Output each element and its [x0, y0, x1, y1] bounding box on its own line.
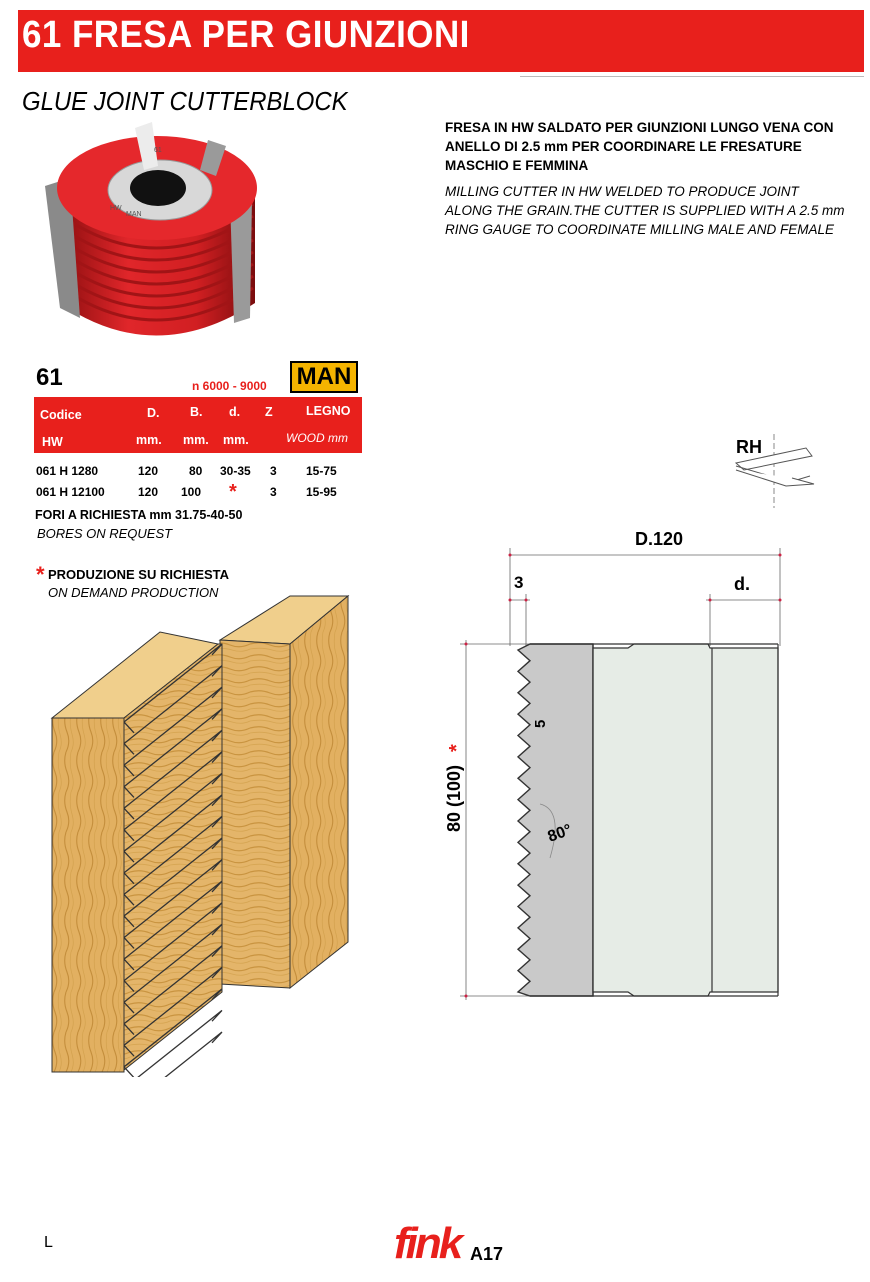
col-teeth: Z	[265, 405, 273, 419]
header-divider	[520, 76, 864, 77]
col-code-sub: HW	[42, 435, 63, 449]
page-number: A17	[470, 1244, 504, 1264]
row-teeth: 3	[270, 485, 277, 499]
spec-table-header	[34, 397, 362, 453]
row-wood: 15-75	[306, 464, 337, 478]
angle-label: 80°	[545, 821, 575, 846]
fink-logo-text: fink	[394, 1219, 461, 1266]
row-bore-star: *	[229, 481, 237, 503]
description-english: MILLING CUTTER IN HW WELDED TO PRODUCE JOINT ALONG THE GRAIN.THE CUTTER IS SUPPLIED WITH A 2.5 mm RING GAUGE TO COORDINATE MILLING MALE AND FEMALE	[445, 184, 845, 237]
bore-label: d.	[734, 574, 750, 594]
photo-label-model: 61	[154, 147, 162, 154]
man-badge: MAN	[290, 361, 358, 393]
page-title: 61 FRESA PER GIUNZIONI	[22, 14, 470, 56]
tooth-offset-label: 3	[514, 573, 524, 592]
row-code: 061 H 1280	[36, 464, 99, 478]
bores-note: FORI A RICHIESTA mm 31.75-40-50	[35, 508, 243, 522]
cutterblock-photo	[40, 118, 270, 358]
row-code: 061 H 12100	[36, 485, 105, 499]
production-note: PRODUZIONE SU RICHIESTA	[48, 567, 230, 582]
col-bore: d.	[229, 405, 241, 419]
col-wood-en: WOOD mm	[286, 431, 348, 445]
col-width: B.	[190, 405, 203, 419]
production-note-en: ON DEMAND PRODUCTION	[48, 585, 219, 600]
row-wood: 15-95	[306, 485, 337, 499]
fink-logo	[394, 1214, 468, 1266]
rpm-range: n 6000 - 9000	[192, 379, 267, 393]
col-diameter-unit: mm.	[136, 433, 162, 447]
photo-label-hw: HW	[110, 205, 122, 212]
pitch-label: 5	[532, 719, 549, 728]
corner-mark: L	[44, 1234, 53, 1251]
rotation-label: RH	[736, 437, 762, 457]
rotation-direction-icon	[730, 430, 820, 512]
row-width: 100	[181, 485, 202, 499]
col-wood: LEGNO	[306, 404, 351, 418]
diameter-label: D.120	[635, 529, 684, 549]
photo-label-man: MAN	[126, 211, 142, 218]
description-italian: FRESA IN HW SALDATO PER GIUNZIONI LUNGO VENA CON ANELLO DI 2.5 mm PER COORDINARE LE FRESATURE MASCHIO E FEMMINA	[445, 120, 834, 173]
model-number: 61	[36, 364, 63, 391]
row-diameter: 120	[138, 485, 159, 499]
row-teeth: 3	[270, 464, 277, 478]
height-star: *	[446, 744, 468, 752]
page-subtitle: GLUE JOINT CUTTERBLOCK	[22, 86, 348, 116]
cutter-profile-drawing	[440, 520, 790, 1010]
col-bore-unit: mm.	[223, 433, 249, 447]
col-diameter: D.	[147, 406, 160, 420]
row-width: 80	[189, 464, 203, 478]
height-label: 80 (100)	[444, 764, 464, 832]
wood-joint-illustration	[50, 592, 355, 1077]
row-diameter: 120	[138, 464, 159, 478]
row-bore: 30-35	[220, 464, 251, 478]
col-width-unit: mm.	[183, 433, 209, 447]
col-code: Codice	[40, 408, 82, 422]
bores-note-en: BORES ON REQUEST	[37, 526, 173, 541]
star-marker: *	[36, 562, 45, 587]
